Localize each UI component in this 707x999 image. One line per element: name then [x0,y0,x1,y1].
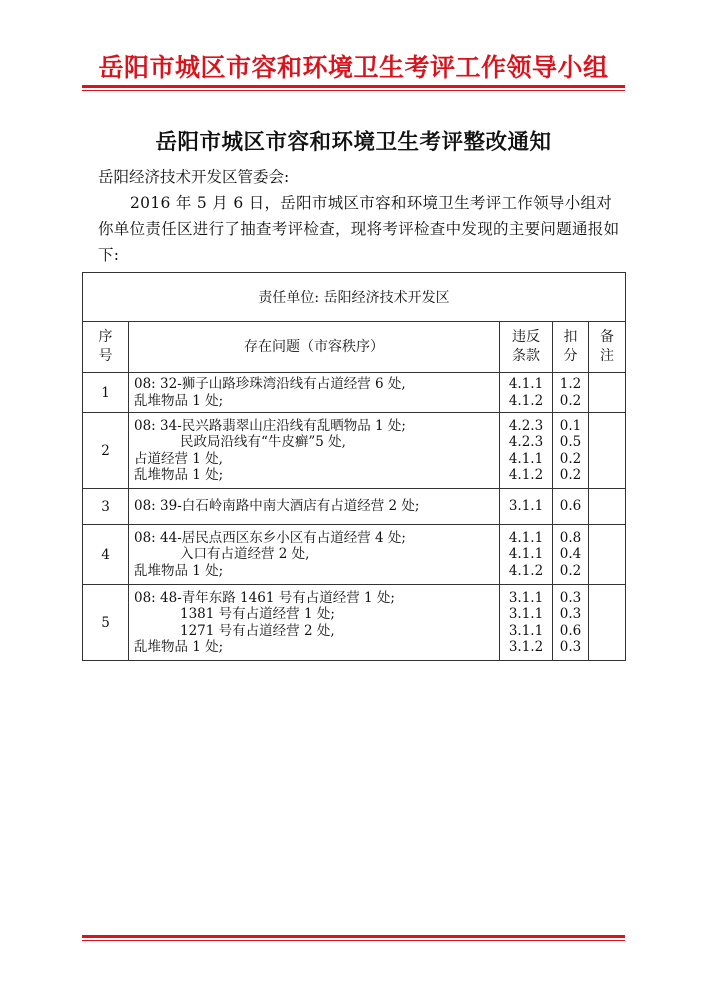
header-issue: 存在问题（市容秩序） [129,322,500,373]
row-scores: 0.8 0.4 0.2 [553,525,589,585]
row-issue: 08: 34-民兴路翡翠山庄沿线有乱晒物品 1 处; 民政局沿线有“牛皮癣”5 处, 占道经营 1 处, 乱堆物品 1 处; [129,413,500,489]
table-header-row [83,322,626,373]
row-clauses: 4.2.3 4.2.3 4.1.1 4.1.2 [500,413,553,489]
row-note [589,373,626,413]
table-row [83,489,626,525]
row-scores: 0.1 0.5 0.2 0.2 [553,413,589,489]
row-issue: 08: 39-白石岭南路中南大酒店有占道经营 2 处; [129,489,500,525]
row-scores: 0.6 [553,489,589,525]
header-rule-thick [82,85,625,88]
header-rule-thin [82,90,625,91]
problem-table [82,272,626,661]
row-issue: 08: 44-居民点西区东乡小区有占道经营 4 处; 入口有占道经营 2 处, 乱堆物品 1 处; [129,525,500,585]
row-clauses: 3.1.1 3.1.1 3.1.1 3.1.2 [500,585,553,661]
row-no: 4 [83,525,129,585]
table-row [83,413,626,489]
table-row [83,585,626,661]
notice-title: 岳阳市城区市容和环境卫生考评整改通知 [155,130,552,155]
row-no: 1 [83,373,129,413]
responsible-unit: 责任单位: 岳阳经济技术开发区 [83,273,626,322]
header-note: 备 注 [589,322,626,373]
notice-paragraph: 2016 年 5 月 6 日，岳阳市城区市容和环境卫生考评工作领导小组对你单位责任区进行了抽查考评检查，现将考评检查中发现的主要问题通报如下: [98,194,620,264]
row-no: 2 [83,413,129,489]
unit-row [83,273,626,322]
row-note [589,489,626,525]
table-row [83,373,626,413]
row-scores: 0.3 0.3 0.6 0.3 [553,585,589,661]
row-clauses: 4.1.1 4.1.2 [500,373,553,413]
header-no: 序 号 [83,322,129,373]
row-issue: 08: 48-青年东路 1461 号有占道经营 1 处; 1381 号有占道经营 1 处; 1271 号有占道经营 2 处, 乱堆物品 1 处; [129,585,500,661]
row-note [589,525,626,585]
header-clause: 违反 条款 [500,322,553,373]
row-note [589,585,626,661]
row-note [589,413,626,489]
header-score: 扣 分 [553,322,589,373]
footer-rule-thin [82,940,625,941]
header-org-title: 岳阳市城区市容和环境卫生考评工作领导小组 [98,53,609,82]
row-clauses: 3.1.1 [500,489,553,525]
row-no: 3 [83,489,129,525]
row-scores: 1.2 0.2 [553,373,589,413]
table-row [83,525,626,585]
row-no: 5 [83,585,129,661]
footer-rule-thick [82,935,625,938]
recipient: 岳阳经济技术开发区管委会: [98,168,290,186]
row-issue: 08: 32-狮子山路珍珠湾沿线有占道经营 6 处, 乱堆物品 1 处; [129,373,500,413]
row-clauses: 4.1.1 4.1.1 4.1.2 [500,525,553,585]
